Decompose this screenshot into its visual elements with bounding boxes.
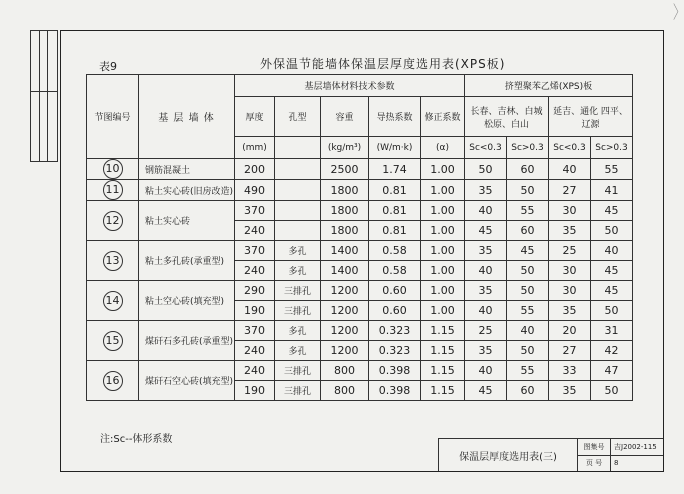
table-cell: 45 — [465, 381, 507, 401]
base-wall-cell: 煤矸石空心砖(填充型) — [139, 361, 235, 401]
table-cell: 55 — [507, 301, 549, 321]
table-cell: 0.323 — [369, 321, 421, 341]
table-cell: 40 — [549, 159, 591, 180]
base-wall-cell: 粘土实心砖(旧房改造) — [139, 180, 235, 201]
footnote: 注:Sc--体形系数 — [100, 434, 173, 445]
unit-hole — [275, 137, 321, 159]
unit-correction: (α) — [421, 137, 465, 159]
table-cell: 42 — [591, 341, 633, 361]
table-cell: 27 — [549, 180, 591, 201]
table-cell: 1.00 — [421, 159, 465, 180]
header-sc-low-b: Sc<0.3 — [549, 137, 591, 159]
fig-number-cell — [87, 180, 139, 201]
table-cell: 33 — [549, 361, 591, 381]
unit-density: (kg/m³) — [321, 137, 369, 159]
table-cell: 50 — [591, 221, 633, 241]
table-cell: 1.15 — [421, 341, 465, 361]
base-wall-cell: 粘土实心砖 — [139, 201, 235, 241]
table-row — [87, 321, 633, 341]
table-cell: 60 — [507, 221, 549, 241]
table-cell: 41 — [591, 180, 633, 201]
table-cell: 45 — [591, 281, 633, 301]
fig-number-cell — [87, 361, 139, 401]
table-cell: 190 — [235, 381, 275, 401]
title-block-page-row — [578, 455, 663, 471]
header-sc-low-a: Sc<0.3 — [465, 137, 507, 159]
table-cell: 多孔 — [275, 241, 321, 261]
table-cell: 290 — [235, 281, 275, 301]
strip-col — [39, 31, 48, 161]
table-cell: 190 — [235, 301, 275, 321]
table-cell: 1.15 — [421, 381, 465, 401]
header-correction: 修正系数 — [421, 97, 465, 137]
table-cell: 370 — [235, 241, 275, 261]
fig-number: 10 — [103, 159, 123, 179]
fig-number: 11 — [103, 180, 123, 200]
strip-divider — [31, 91, 57, 92]
table-cell: 三排孔 — [275, 301, 321, 321]
table-cell: 1.00 — [421, 301, 465, 321]
table-cell: 45 — [591, 261, 633, 281]
table-cell: 55 — [507, 361, 549, 381]
table-cell: 35 — [465, 341, 507, 361]
table-cell: 0.58 — [369, 241, 421, 261]
table-cell: 30 — [549, 201, 591, 221]
table-cell: 2500 — [321, 159, 369, 180]
table-cell: 1.00 — [421, 201, 465, 221]
table-cell: 1400 — [321, 241, 369, 261]
table-cell: 25 — [465, 321, 507, 341]
atlas-number: 吉J2002-115 — [614, 443, 657, 451]
header-hole: 孔型 — [275, 97, 321, 137]
table-cell: 0.323 — [369, 341, 421, 361]
table-cell: 0.81 — [369, 221, 421, 241]
header-thickness: 厚度 — [235, 97, 275, 137]
table-cell: 45 — [507, 241, 549, 261]
table-cell: 800 — [321, 381, 369, 401]
table-cell: 1800 — [321, 180, 369, 201]
table-cell: 47 — [591, 361, 633, 381]
header-tech-params: 基层墙体材料技术参数 — [235, 75, 465, 97]
table-cell: 200 — [235, 159, 275, 180]
table-cell: 三排孔 — [275, 361, 321, 381]
table-cell: 1.00 — [421, 221, 465, 241]
table-cell: 1800 — [321, 221, 369, 241]
fig-number-cell — [87, 281, 139, 321]
table-row — [87, 201, 633, 221]
fig-number: 16 — [103, 371, 123, 391]
title-block-atlas-row — [578, 439, 663, 456]
table-cell: 55 — [591, 159, 633, 180]
table-cell: 45 — [591, 201, 633, 221]
table-cell: 35 — [549, 381, 591, 401]
header-region-a: 长春、吉林、白城 松原、白山 — [465, 97, 549, 137]
table-cell: 1400 — [321, 261, 369, 281]
table-cell: 240 — [235, 261, 275, 281]
header-fig-no: 节图编号 — [87, 75, 139, 159]
header-sc-high-a: Sc>0.3 — [507, 137, 549, 159]
header-xps: 挤塑聚苯乙烯(XPS)板 — [465, 75, 633, 97]
table-cell: 50 — [591, 301, 633, 321]
table-cell: 490 — [235, 180, 275, 201]
header-region-b: 延吉、通化 四平、辽源 — [549, 97, 633, 137]
table-cell: 240 — [235, 361, 275, 381]
table-cell: 1.74 — [369, 159, 421, 180]
table-cell: 50 — [507, 180, 549, 201]
table-cell: 35 — [465, 281, 507, 301]
table-cell: 三排孔 — [275, 381, 321, 401]
header-base-wall: 基 层 墙 体 — [139, 75, 235, 159]
table-cell: 多孔 — [275, 321, 321, 341]
table-cell: 0.81 — [369, 180, 421, 201]
table-cell: 50 — [591, 381, 633, 401]
table-cell: 35 — [465, 180, 507, 201]
fig-number-cell — [87, 201, 139, 241]
fig-number: 14 — [103, 291, 123, 311]
table-cell — [275, 221, 321, 241]
table-cell: 1.00 — [421, 180, 465, 201]
table-cell: 0.81 — [369, 201, 421, 221]
base-wall-cell: 钢筋混凝土 — [139, 159, 235, 180]
table-row — [87, 281, 633, 301]
page-label: 页 号 — [578, 455, 611, 471]
table-cell: 1200 — [321, 321, 369, 341]
atlas-label: 图集号 — [578, 439, 611, 455]
table-cell: 20 — [549, 321, 591, 341]
table-cell: 50 — [507, 261, 549, 281]
table-cell: 240 — [235, 221, 275, 241]
title-block — [438, 438, 663, 471]
fig-number-cell — [87, 159, 139, 180]
fig-number: 15 — [103, 331, 123, 351]
table-cell: 45 — [465, 221, 507, 241]
table-cell: 60 — [507, 381, 549, 401]
table-cell: 27 — [549, 341, 591, 361]
table-cell: 31 — [591, 321, 633, 341]
table-cell: 1200 — [321, 341, 369, 361]
table-cell: 0.60 — [369, 281, 421, 301]
table-cell: 60 — [507, 159, 549, 180]
table-cell: 40 — [465, 261, 507, 281]
corner-mark: ╲ ╱ — [673, 4, 678, 20]
base-wall-cell: 粘土空心砖(填充型) — [139, 281, 235, 321]
table-row — [87, 241, 633, 261]
table-cell: 1.15 — [421, 361, 465, 381]
table-cell: 1800 — [321, 201, 369, 221]
table-cell: 三排孔 — [275, 281, 321, 301]
base-wall-cell: 粘土多孔砖(承重型) — [139, 241, 235, 281]
table-cell: 240 — [235, 341, 275, 361]
table-cell: 35 — [549, 301, 591, 321]
table-cell: 1.00 — [421, 281, 465, 301]
table-cell: 35 — [549, 221, 591, 241]
table-cell: 40 — [465, 361, 507, 381]
table-cell: 40 — [507, 321, 549, 341]
title-block-name: 保温层厚度选用表(三) — [439, 439, 578, 471]
table-title: 外保温节能墙体保温层厚度选用表(XPS板) — [260, 57, 506, 71]
table-cell: 40 — [465, 301, 507, 321]
fig-number-cell — [87, 241, 139, 281]
base-wall-cell: 煤矸石多孔砖(承重型) — [139, 321, 235, 361]
insulation-thickness-table — [86, 74, 633, 401]
table-cell: 1.00 — [421, 241, 465, 261]
table-cell: 多孔 — [275, 261, 321, 281]
table-cell: 370 — [235, 321, 275, 341]
table-cell: 0.398 — [369, 361, 421, 381]
fig-number: 13 — [103, 251, 123, 271]
table-cell — [275, 180, 321, 201]
table-cell: 1.00 — [421, 261, 465, 281]
table-cell: 55 — [507, 201, 549, 221]
table-cell: 35 — [465, 241, 507, 261]
table-cell: 800 — [321, 361, 369, 381]
table-cell: 0.60 — [369, 301, 421, 321]
table-cell: 50 — [465, 159, 507, 180]
header-density: 容重 — [321, 97, 369, 137]
table-cell: 1.15 — [421, 321, 465, 341]
unit-conductivity: (W/m·k) — [369, 137, 421, 159]
table-cell: 40 — [591, 241, 633, 261]
table-label: 表9 — [99, 60, 117, 73]
table-cell: 1200 — [321, 281, 369, 301]
header-conductivity: 导热系数 — [369, 97, 421, 137]
table-cell — [275, 159, 321, 180]
table-cell: 多孔 — [275, 341, 321, 361]
header-sc-high-b: Sc>0.3 — [591, 137, 633, 159]
table-cell: 0.58 — [369, 261, 421, 281]
table-cell: 40 — [465, 201, 507, 221]
table-row — [87, 361, 633, 381]
binding-strip — [30, 30, 58, 162]
fig-number: 12 — [103, 211, 123, 231]
fig-number-cell — [87, 321, 139, 361]
table-row — [87, 159, 633, 180]
table-cell: 0.398 — [369, 381, 421, 401]
table-cell: 50 — [507, 341, 549, 361]
table-cell: 370 — [235, 201, 275, 221]
table-cell: 30 — [549, 281, 591, 301]
table-cell: 50 — [507, 281, 549, 301]
table-cell — [275, 201, 321, 221]
unit-thickness: (mm) — [235, 137, 275, 159]
page-number: 8 — [614, 459, 619, 467]
table-cell: 30 — [549, 261, 591, 281]
table-row — [87, 180, 633, 201]
table-cell: 25 — [549, 241, 591, 261]
table-cell: 1200 — [321, 301, 369, 321]
